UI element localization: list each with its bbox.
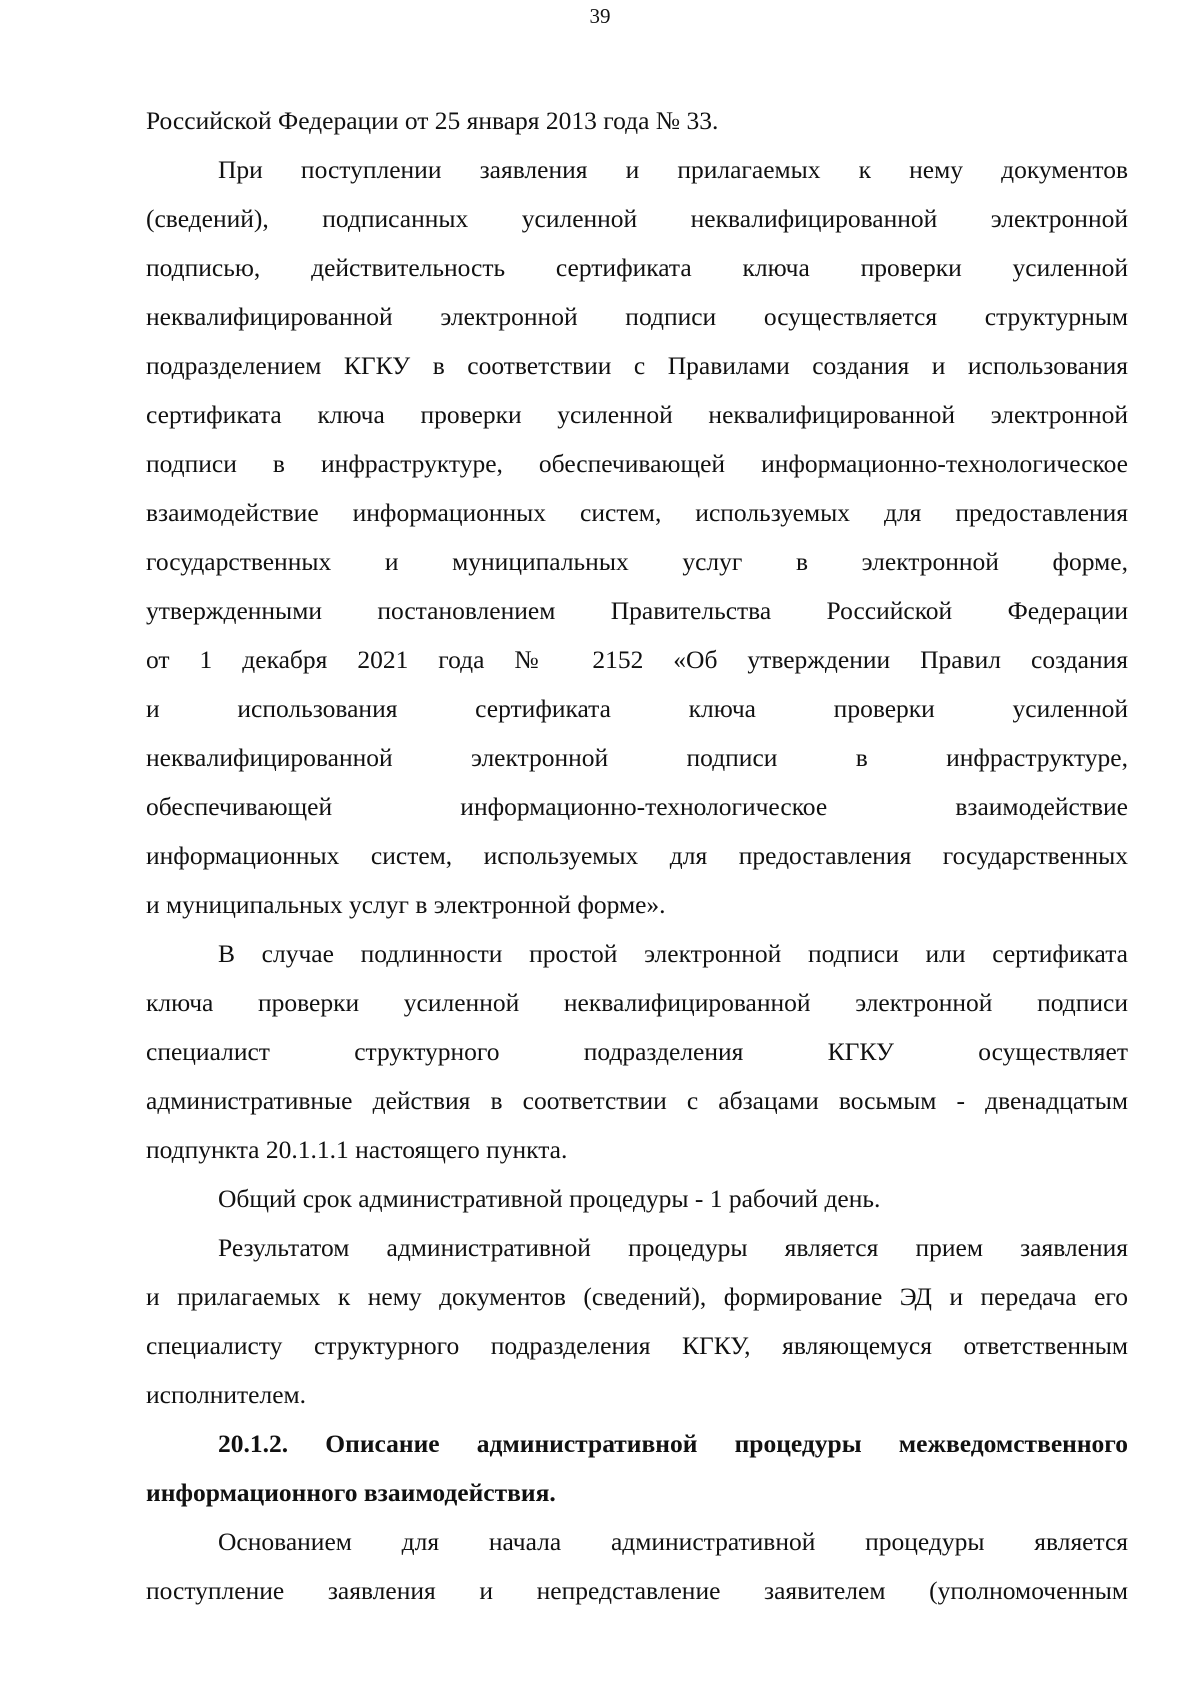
text-line: В случае подлинности простой электронной подписи или сертификата <box>218 939 1128 968</box>
text-line: Общий срок административной процедуры - 1 рабочий день. <box>218 1184 881 1213</box>
text-line: подписью, действительность сертификата ключа проверки усиленной <box>146 253 1128 282</box>
page-number: 39 <box>589 4 611 28</box>
text-line: поступление заявления и непредставление заявителем (уполномоченным <box>146 1576 1128 1605</box>
document-body <box>146 96 1128 1615</box>
heading-line: 20.1.2. Описание административной процедуры межведомственного <box>218 1429 1128 1458</box>
text-line: При поступлении заявления и прилагаемых к нему документов <box>218 155 1128 184</box>
text-line: и муниципальных услуг в электронной форме». <box>146 890 666 919</box>
text-line: государственных и муниципальных услуг в электронной форме, <box>146 547 1128 576</box>
text-line: специалисту структурного подразделения КГКУ, являющемуся ответственным <box>146 1331 1128 1360</box>
text-line: утвержденными постановлением Правительства Российской Федерации <box>146 596 1128 625</box>
text-line: специалист структурного подразделения КГКУ осуществляет <box>146 1037 1128 1066</box>
heading-line: информационного взаимодействия. <box>146 1478 556 1507</box>
text-line: подпункта 20.1.1.1 настоящего пункта. <box>146 1135 568 1164</box>
text-line: взаимодействие информационных систем, используемых для предоставления <box>146 498 1128 527</box>
text-line: Основанием для начала административной процедуры является <box>218 1527 1128 1556</box>
text-line: и использования сертификата ключа проверки усиленной <box>146 694 1128 723</box>
text-line: неквалифицированной электронной подписи осуществляется структурным <box>146 302 1128 331</box>
text-line: обеспечивающей информационно-технологическое взаимодействие <box>146 792 1128 821</box>
text-line: подписи в инфраструктуре, обеспечивающей информационно-технологическое <box>146 449 1128 478</box>
text-line: (сведений), подписанных усиленной неквалифицированной электронной <box>146 204 1128 233</box>
text-line: и прилагаемых к нему документов (сведений), формирование ЭД и передача его <box>146 1282 1128 1311</box>
text-line: сертификата ключа проверки усиленной неквалифицированной электронной <box>146 400 1128 429</box>
text-line: подразделением КГКУ в соответствии с Правилами создания и использования <box>146 351 1128 380</box>
text-line: административные действия в соответствии с абзацами восьмым - двенадцатым <box>146 1086 1128 1115</box>
text-line: информационных систем, используемых для предоставления государственных <box>146 841 1128 870</box>
text-line: Результатом административной процедуры является прием заявления <box>218 1233 1128 1262</box>
text-line: ключа проверки усиленной неквалифицированной электронной подписи <box>146 988 1128 1017</box>
text-line: неквалифицированной электронной подписи в инфраструктуре, <box>146 743 1128 772</box>
text-line: от 1 декабря 2021 года № 2152 «Об утверждении Правил создания <box>146 645 1128 674</box>
text-line: Российской Федерации от 25 января 2013 года № 33. <box>146 106 719 135</box>
text-line: исполнителем. <box>146 1380 307 1409</box>
